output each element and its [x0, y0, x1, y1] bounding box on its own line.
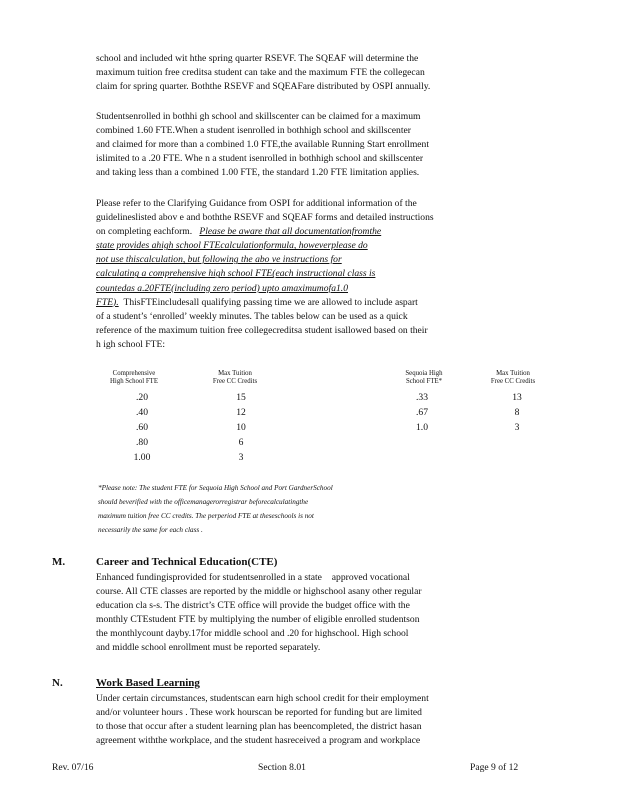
table-cell: .20 — [136, 392, 148, 403]
table-cell: 12 — [236, 407, 246, 418]
table-cell: 6 — [238, 437, 244, 448]
text-line: monthly CTEstudent FTE by multiplying the number of eligible enrolled studentson — [96, 614, 420, 626]
text-line: and taking less than a combined 1.00 FTE, the standard 1.20 FTE limitation applies. — [96, 167, 420, 179]
table-header: Max Tuition Free CC Credits — [490, 370, 536, 385]
text-line: guidelineslisted abov e and boththe RSEVF and SQEAF forms and detailed instructions — [96, 212, 434, 224]
paragraph-skillscenter — [96, 110, 546, 180]
text-line: h igh school FTE: — [96, 338, 166, 350]
underlined-notice: calculating a comprehensive high school FTE(each instructional class is — [96, 268, 376, 280]
text-line: Enhanced fundingisprovided for studentsenrolled in a state  approved vocational — [96, 572, 410, 583]
text-line: on completing eachform. — [96, 226, 193, 238]
table-cell: 1.0 — [416, 422, 428, 433]
text-line: claim for spring quarter. Boththe RSEVF and SQEAFare distributed by OSPI annually. — [96, 81, 431, 93]
text-line: ThisFTEincludesall qualifying passing time we are allowed to include aspart — [123, 296, 418, 308]
section-letter: N. — [52, 677, 63, 689]
footer-section: Section 8.01 — [258, 762, 306, 773]
footer-revision: Rev. 07/16 — [52, 762, 94, 773]
table-cell: .60 — [136, 422, 148, 433]
table-header: Max Tuition Free CC Credits — [212, 370, 258, 385]
paragraph-clarifying-guidance — [96, 197, 546, 352]
text-line: and claimed for more than a combined 1.0 FTE,the available Running Start enrollment — [96, 139, 430, 151]
text-line: combined 1.60 FTE.When a student isenrolled in bothhigh school and skillscenter — [96, 125, 411, 137]
text-line: islimited to a .20 FTE. Whe n a student isenrolled in bothhigh school and skillscenter — [96, 153, 424, 165]
text-line: of a student’s ‘enrolled’ weekly minutes. The tables below can be used as a quick — [96, 310, 408, 322]
underlined-notice: countedas a.20FTE(including zero period) upto amaximumofa1.0 — [96, 282, 348, 294]
text-line: Studentsenrolled in bothhi gh school and skillscenter can be claimed for a maximum — [96, 111, 421, 122]
table-header: Sequoia High School FTE* — [405, 370, 443, 385]
table-cell: 3 — [238, 452, 244, 463]
table-footnote: *Please note: The student FTE for Sequoia High School and Port GardnerSchool should beverified with the officemanagerorregistrar beforecalculatingthe maximum tuition free CC credits. The perperiod FTE at theseschools is not necessarily the same for each class . — [98, 484, 333, 534]
table-cell: 8 — [514, 407, 520, 418]
text-line: Under certain circumstances, studentscan earn high school credit for their employment — [96, 693, 429, 704]
text-line: school and included wit hthe spring quarter RSEVF. The SQEAF will determine the — [96, 53, 419, 64]
text-line: course. All CTE classes are reported by the middle or highschool asany other regular — [96, 586, 422, 598]
text-line: agreement withthe workplace, and the student hasreceived a program and workplace — [96, 735, 421, 747]
text-line: and/or volunteer hours . These work hourscan be reported for funding but are limited — [96, 707, 422, 719]
table-header: Comprehensive High School FTE — [110, 370, 158, 385]
section-heading: Work Based Learning — [96, 677, 200, 689]
underlined-notice: FTE). — [96, 296, 119, 308]
section-heading: Career and Technical Education(CTE) — [96, 556, 278, 568]
table-cell: .67 — [416, 407, 428, 418]
text-line: to those that occur after a student learning plan has beencompleted, the district hasan — [96, 721, 422, 733]
table-cell: .33 — [416, 392, 428, 403]
text-line: Please refer to the Clarifying Guidance from OSPI for additional information of the — [96, 198, 417, 209]
underlined-notice: not use thiscalculation, but following the abo ve instructions for — [96, 254, 342, 266]
table-cell: 1.00 — [133, 452, 151, 463]
paragraph-cte — [96, 571, 546, 656]
section-letter: M. — [52, 556, 66, 568]
table-cell: 13 — [512, 392, 522, 403]
text-line: the monthlycount dayby.17for middle school and .20 for highschool. High school — [96, 628, 409, 640]
table-cell: 3 — [514, 422, 520, 433]
footer-page-number: Page 9 of 12 — [470, 762, 519, 773]
text-line: maximum tuition free creditsa student can take and the maximum FTE the collegecan — [96, 67, 425, 79]
table-cell: .80 — [136, 437, 148, 448]
paragraph-work-based-learning — [96, 692, 546, 748]
text-line: and middle school enrollment must be reported separately. — [96, 642, 321, 654]
text-line: reference of the maximum tuition free collegecreditsa student isallowed based on their — [96, 324, 428, 336]
text-line: education cla s-s. The district’s CTE office will provide the budget office with the — [96, 600, 410, 612]
underlined-notice: Please be aware that all documentationfromthe — [199, 226, 382, 238]
paragraph-rsevf — [96, 52, 546, 94]
table-cell: .40 — [136, 407, 148, 418]
underlined-notice: state provides ahigh school FTEcalculationformula, howeverplease do — [96, 240, 368, 252]
table-cell: 15 — [236, 392, 246, 403]
table-cell: 10 — [236, 422, 246, 433]
